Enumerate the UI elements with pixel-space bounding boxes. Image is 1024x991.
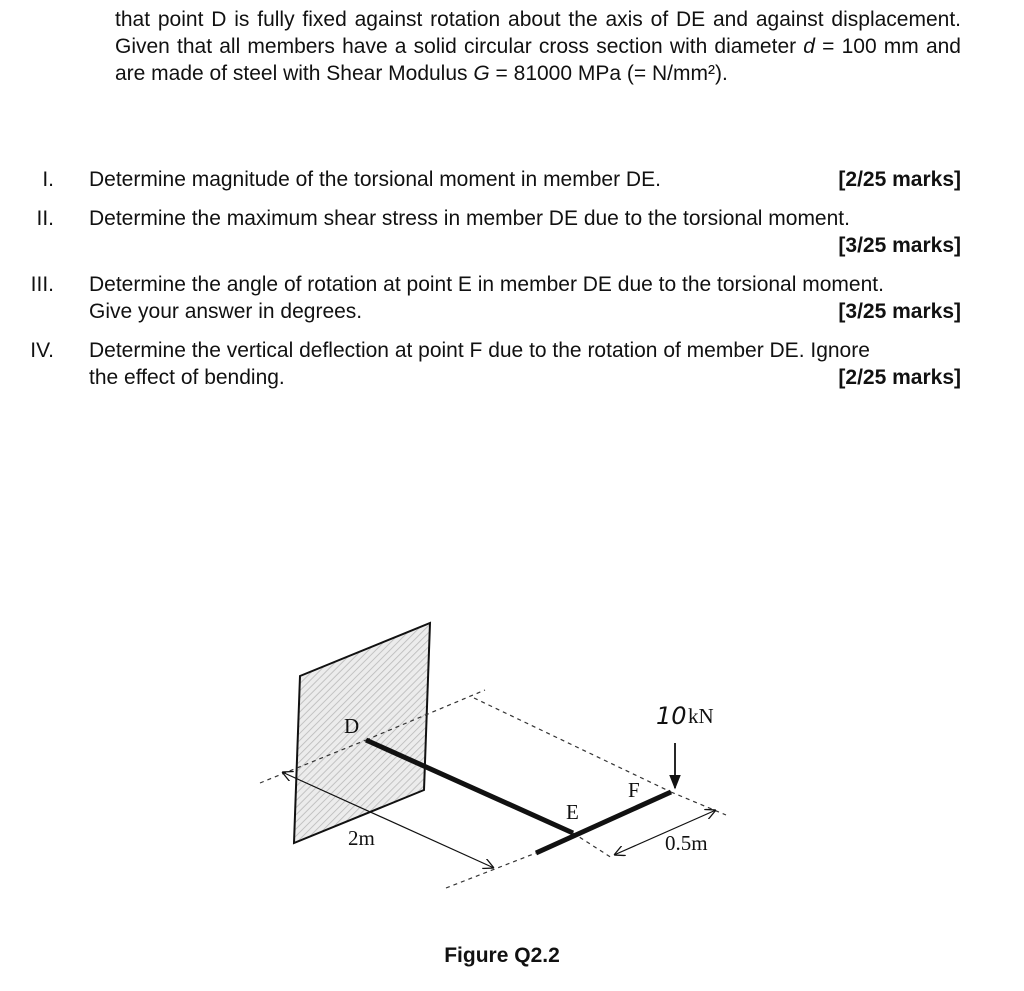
question-marks: [2/25 marks] xyxy=(838,366,961,389)
question-number: II. xyxy=(36,207,54,230)
question-marks: [2/25 marks] xyxy=(838,168,961,191)
question-text: Determine magnitude of the torsional moment in member DE. xyxy=(89,168,661,191)
question-text-cont: Give your answer in degrees. xyxy=(89,300,363,323)
dimension-de-label: 2m xyxy=(348,826,375,850)
question-marks: [3/25 marks] xyxy=(838,300,961,323)
label-f: F xyxy=(628,778,640,802)
dimension-ef-label: 0.5m xyxy=(665,831,708,855)
intro-text-b: = 100 mm and are made of steel with Shear Modulus xyxy=(115,35,961,85)
intro-text-a: that point D is fully fixed against rotation about the axis of DE and against displacement. Given that all members have a solid circular cross section with diameter xyxy=(115,8,961,58)
label-e: E xyxy=(566,800,579,824)
member-ef xyxy=(536,792,671,853)
question-number: IV. xyxy=(30,339,54,362)
question-text: Determine the maximum shear stress in member DE due to the torsional moment. xyxy=(89,207,850,230)
label-d: D xyxy=(344,714,360,738)
question-text: Determine the angle of rotation at point E in member DE due to the torsional moment. xyxy=(89,273,884,296)
question-number: III. xyxy=(30,273,54,296)
fixed-wall xyxy=(294,623,430,843)
figure-caption: Figure Q2.2 xyxy=(444,944,560,967)
load-value: 10 xyxy=(656,702,687,730)
load-unit: kN xyxy=(688,704,714,728)
question-marks: [3/25 marks] xyxy=(838,234,961,257)
intro-text-c: = 81000 MPa (= N/mm²). xyxy=(489,62,728,85)
question-text-cont: the effect of bending. xyxy=(89,366,285,389)
diameter-symbol: d xyxy=(803,35,815,58)
question-number: I. xyxy=(42,168,54,191)
question-text: Determine the vertical deflection at point F due to the rotation of member DE. Ignore xyxy=(89,339,870,362)
shear-modulus-symbol: G xyxy=(473,62,490,85)
